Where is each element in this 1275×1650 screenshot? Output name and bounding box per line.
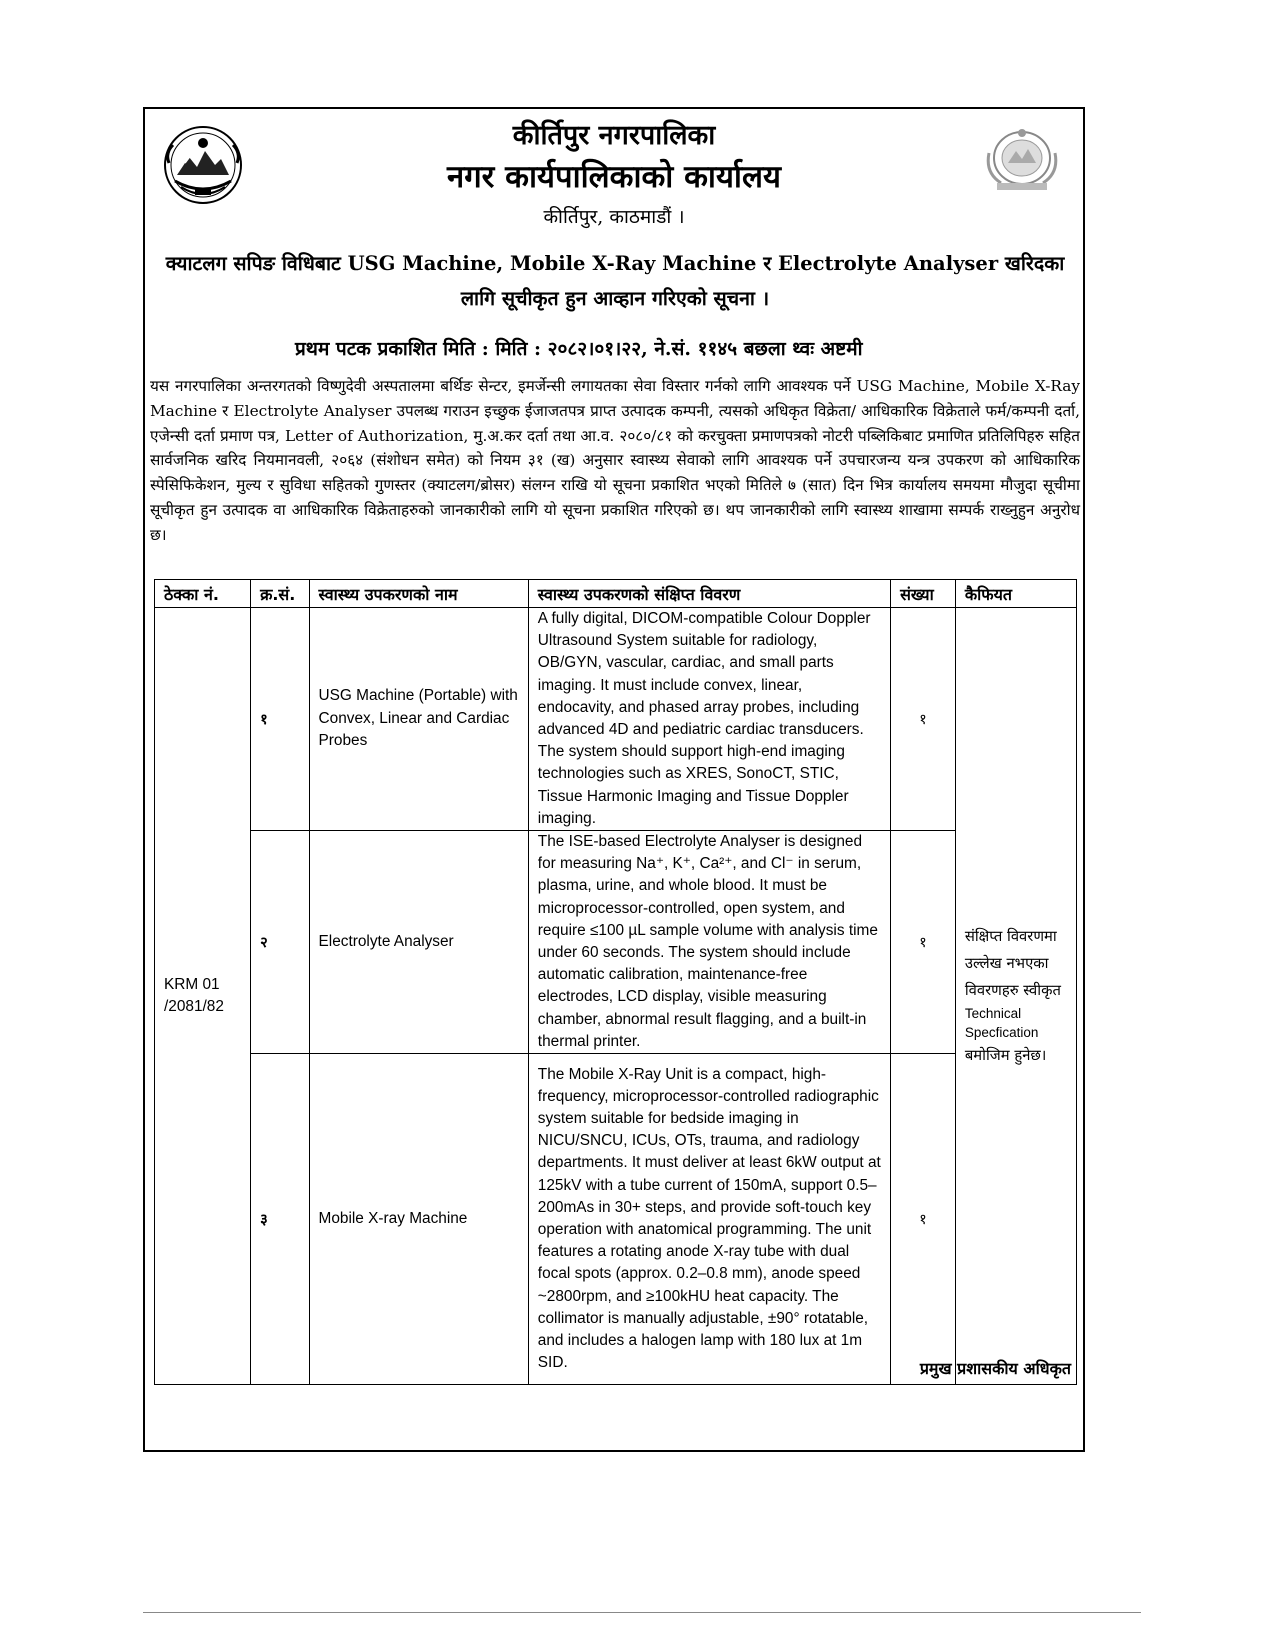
equipment-name: Mobile X-ray Machine — [309, 1054, 528, 1385]
equipment-quantity: १ — [891, 831, 956, 1054]
notice-title-line1: क्याटलग सपिङ विधिबाट USG Machine, Mobile X-Ray Machine र Electrolyte Analyser खरिदका — [165, 252, 1065, 275]
equipment-table — [154, 579, 1077, 1385]
table-header-row — [155, 580, 1077, 608]
office-name: नगर कार्यपालिकाको कार्यालय — [447, 159, 781, 195]
municipality-name: कीर्तिपुर नगरपालिका — [512, 120, 716, 151]
table-row — [155, 608, 1077, 831]
office-address: कीर्तिपुर, काठमाडौं । — [543, 206, 685, 228]
remarks-text-part3: बमोजिम हुनेछ। — [964, 1047, 1047, 1065]
remarks-cell — [955, 608, 1076, 1385]
header-equipment-description: स्वास्थ्य उपकरणको संक्षिप्त विवरण — [528, 580, 890, 608]
header-remarks: कैफियत — [955, 580, 1076, 608]
equipment-name: USG Machine (Portable) with Convex, Linear and Cardiac Probes — [309, 608, 528, 831]
equipment-quantity: १ — [891, 1054, 956, 1385]
signatory-title: प्रमुख प्रशासकीय अधिकृत — [919, 1359, 1071, 1378]
row-serial: ३ — [251, 1054, 309, 1385]
remarks-text-part2: Technical Specfication — [964, 1006, 1039, 1041]
equipment-description: The ISE-based Electrolyte Analyser is designed for measuring Na⁺, K⁺, Ca²⁺, and Cl⁻ in serum, plasma, urine, and whole blood. It must be microprocessor-controlled, open system, and require ≤100 µL sample volume with analysis time under 60 seconds. The system should include automatic calibration, maintenance-free electrodes, LCD display, visible measuring chamber, abnormal result flagging, and a built-in thermal printer. — [528, 831, 890, 1054]
header-serial-no: क्र.सं. — [251, 580, 309, 608]
notice-title-line2: लागि सूचीकृत हुन आव्हान गरिएको सूचना । — [460, 287, 770, 310]
notice-paragraph: यस नगरपालिका अन्तरगतको विष्णुदेवी अस्पतालमा बर्थिङ सेन्टर, इमर्जेन्सी लगायतका सेवा विस्तार गर्नको लागि आवश्यक पर्ने USG Machine, Mobile X-Ray Machine र Electrolyte Analyser उपलब्ध गराउन इच्छुक ईजाजतपत्र प्राप्त उत्पादक कम्पनी, त्यसको अधिकृत विक्रेता/ आधिकारिक विक्रेताले फर्म/कम्पनी दर्ता, एजेन्सी दर्ता प्रमाण पत्र, Letter of Authorization, मु.अ.कर दर्ता तथा आ.व. २०८०/८१ को करचुक्ता प्रमाणपत्रको नोटरी पब्लिकिबाट प्रमाणित प्रतिलिपिहरु सहित सार्वजनिक खरिद नियमानवली, २०६४ (संशोधन समेत) को नियम ३१ (ख) अनुसार स्वास्थ्य सेवाको लागि आवश्यक पर्ने उपचारजन्य यन्त्र उपकरण को आधिकारिक स्पेसिफिकेशन, मुल्य र सुविधा सहितको गुणस्तर (क्याटलग/ब्रोसर) संलग्न राखि यो सूचना प्रकाशित भएको मितिले ७ (सात) दिन भित्र कार्यालय समयमा मौजुदा सूचीमा सूचीकृत हुन उत्पादक वा आधिकारिक विक्रेताहरुको जानकारीको लागि यो सूचना प्रकाशित गरिएको छ। थप जानकारीको लागि स्वास्थ्य शाखामा सम्पर्क राख्नुहुन अनुरोध छ। — [150, 377, 1080, 544]
publication-date: प्रथम पटक प्रकाशित मिति : मिति : २०८२।०१।२२, ने.सं. ११४५ बछला थ्वः अष्टमी — [295, 338, 863, 360]
equipment-quantity: १ — [891, 608, 956, 831]
equipment-name: Electrolyte Analyser — [309, 831, 528, 1054]
header-quantity: संख्या — [891, 580, 956, 608]
header-equipment-name: स्वास्थ्य उपकरणको नाम — [309, 580, 528, 608]
equipment-description: The Mobile X-Ray Unit is a compact, high-frequency, microprocessor-controlled radiographic system suitable for bedside imaging in NICU/SNCU, ICUs, OTs, trauma, and radiology departments. It must deliver at least 6kW output at 125kV with a tube current of 150mA, support 0.5–200mAs in 30+ steps, and provide soft-touch key operation with anatomical programming. The unit features a rotating anode X-ray tube with dual focal spots (approx. 0.2–0.8 mm), anode speed ~2800rpm, and ≥100kHU heat capacity. The collimator is manually adjustable, ±90° rotatable, and includes a halogen lamp with 180 lux at 1m SID. — [528, 1054, 890, 1385]
row-serial: १ — [251, 608, 309, 831]
row-serial: २ — [251, 831, 309, 1054]
table-row — [155, 831, 1077, 1054]
header-contract-no: ठेक्का नं. — [155, 580, 251, 608]
table-row — [155, 1054, 1077, 1385]
equipment-description: A fully digital, DICOM-compatible Colour Doppler Ultrasound System suitable for radiology, OB/GYN, vascular, cardiac, and small parts imaging. It must include convex, linear, endocavity, and phased array probes, including advanced 4D and pediatric cardiac transducers. The system should support high-end imaging technologies such as XRES, SonoCT, STIC, Tissue Harmonic Imaging and Tissue Doppler imaging. — [528, 608, 890, 831]
remarks-text-part1: संक्षिप्त विवरणमा उल्लेख नभएका विवरणहरु स्वीकृत — [964, 928, 1061, 1000]
contract-number: KRM 01 /2081/82 — [155, 608, 251, 1385]
page-footer-rule — [143, 1612, 1141, 1613]
notice-frame — [143, 107, 1085, 1452]
